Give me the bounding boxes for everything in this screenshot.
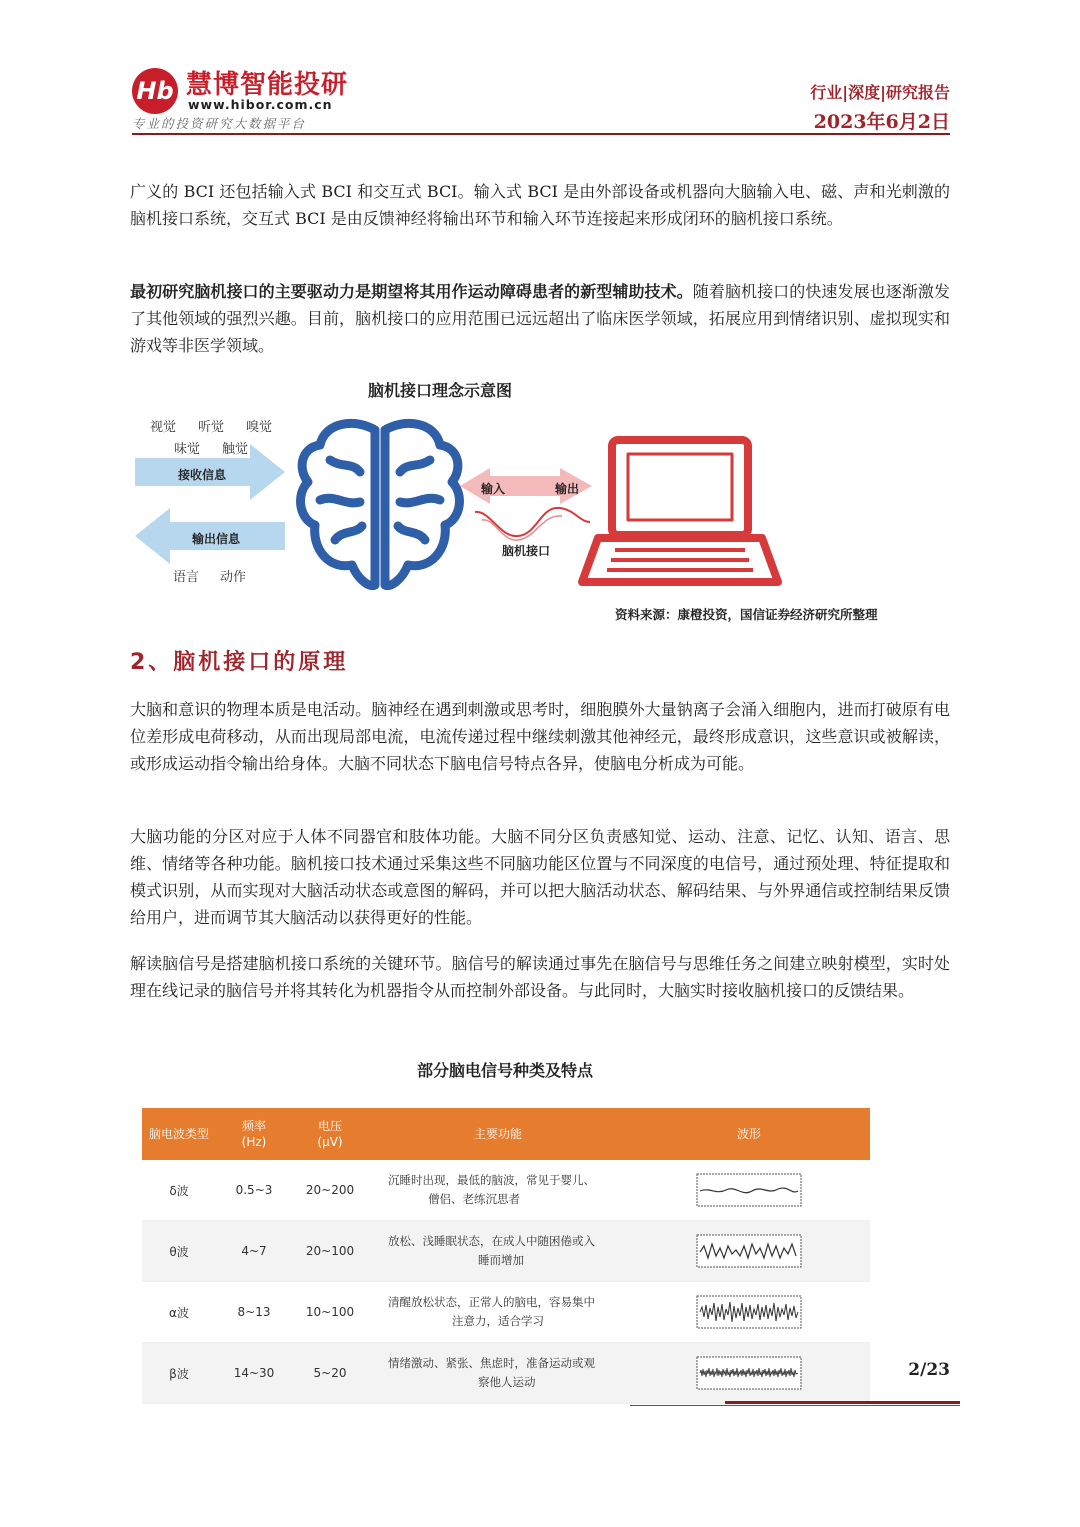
header-freq-text: 频率 (Hz) xyxy=(241,1119,267,1149)
footer-divider-accent xyxy=(725,1401,960,1404)
sense-label: 触觉 xyxy=(222,442,249,457)
bci-concept-diagram xyxy=(130,410,830,600)
cell-volt: 10~100 xyxy=(292,1282,368,1343)
cell-type: α波 xyxy=(142,1282,216,1343)
logo-badge-icon: Hb xyxy=(132,68,178,114)
cell-volt: 20~200 xyxy=(292,1160,368,1221)
function-line: 注意力，适合学习 xyxy=(452,1314,544,1328)
logo-name: 慧博智能投研 xyxy=(186,70,349,100)
brain-icon xyxy=(301,423,460,585)
cell-volt: 5~20 xyxy=(292,1343,368,1404)
theta-wave-icon xyxy=(696,1234,802,1268)
cell-type: δ波 xyxy=(142,1160,216,1221)
function-line: 情绪激动、紧张、焦虑时，准备运动或观 xyxy=(388,1356,595,1370)
sense-label: 味觉 xyxy=(174,442,201,457)
alpha-wave-icon xyxy=(696,1295,802,1329)
cell-function xyxy=(368,1282,628,1343)
laptop-keyboard xyxy=(607,548,753,572)
header-function: 主要功能 xyxy=(368,1108,628,1160)
paragraph-bci-types: 广义的 BCI 还包括输入式 BCI 和交互式 BCI。输入式 BCI 是由外部设备或机器向大脑输入电、磁、声和光刺激的脑机接口系统，交互式 BCI 是由反馈神经将输出环节和输入环节连接起来形成闭环的脑机接口系统。 xyxy=(130,182,950,228)
figure-source: 资料来源：康橙投资，国信证券经济研究所整理 xyxy=(615,607,878,622)
cell-function xyxy=(368,1343,628,1404)
section-title: 2、脑机接口的原理 xyxy=(130,650,349,675)
header-waveform: 波形 xyxy=(628,1108,870,1160)
eeg-signal-table xyxy=(142,1108,870,1404)
logo-url: www.hibor.com.cn xyxy=(188,97,333,112)
table-header-row xyxy=(142,1108,870,1160)
hibor-logo xyxy=(132,64,432,134)
cell-volt: 20~100 xyxy=(292,1221,368,1282)
input-label: 输入 xyxy=(481,482,506,496)
cell-waveform xyxy=(628,1282,870,1343)
function-line: 清醒放松状态，正常人的脑电，容易集中 xyxy=(388,1295,595,1309)
function-line: 僧侣、老练沉思者 xyxy=(428,1192,520,1206)
header-right xyxy=(810,80,950,134)
beta-wave-icon xyxy=(696,1356,802,1390)
sense-label: 视觉 xyxy=(150,420,177,435)
cell-function xyxy=(368,1160,628,1221)
paragraph-signal-decoding: 解读脑信号是搭建脑机接口系统的关键环节。脑信号的解读通过事先在脑信号与思维任务之间建立映射模型，实时处理在线记录的脑信号并将其转化为机器指令从而控制外部设备。与此同时，大脑实时接收脑机接口的反馈结果。 xyxy=(130,954,950,1000)
report-type: 行业|深度|研究报告 xyxy=(810,83,950,102)
output-info-label: 输出信息 xyxy=(192,532,241,546)
header-divider xyxy=(132,133,950,135)
page-number: 2/23 xyxy=(908,1360,950,1380)
cell-function xyxy=(368,1221,628,1282)
delta-wave-icon xyxy=(696,1173,802,1207)
paragraph-brain-electric: 大脑和意识的物理本质是电活动。脑神经在遇到刺激或思考时，细胞膜外大量钠离子会涌入细胞内，进而打破原有电位差形成电荷移动，从而出现局部电流，电流传递过程中继续刺激其他神经元，最终形成意识，这些意识或被解读，或形成运动指令输出给身体。大脑不同状态下脑电信号特点各异，使脑电分析成为可能。 xyxy=(130,700,950,773)
logo-slogan: 专业的投资研究大数据平台 xyxy=(132,116,307,131)
function-line: 沉睡时出现，最低的脑波，常见于婴儿、 xyxy=(388,1173,595,1187)
output-label: 语言 xyxy=(173,570,200,585)
table-row xyxy=(142,1343,870,1404)
function-line: 察他人运动 xyxy=(478,1375,536,1389)
cell-waveform xyxy=(628,1343,870,1404)
cell-freq: 14~30 xyxy=(216,1343,292,1404)
footer-divider xyxy=(630,1405,960,1406)
header-freq xyxy=(216,1108,292,1160)
out-label: 输出 xyxy=(555,482,580,496)
cell-type: β波 xyxy=(142,1343,216,1404)
paragraph-brain-function: 大脑功能的分区对应于人体不同器官和肢体功能。大脑不同分区负责感知觉、运动、注意、记忆、认知、语言、思维、情绪等各种功能。脑机接口技术通过采集这些不同脑功能区位置与不同深度的电信号，通过预处理、特征提取和模式识别，从而实现对大脑活动状态或意图的解码，并可以把大脑活动状态、解码结果、与外界通信或控制结果反馈给用户，进而调节其大脑活动以获得更好的性能。 xyxy=(130,827,950,927)
cell-waveform xyxy=(628,1221,870,1282)
cell-freq: 0.5~3 xyxy=(216,1160,292,1221)
cell-freq: 4~7 xyxy=(216,1221,292,1282)
bci-label: 脑机接口 xyxy=(502,544,551,558)
receive-info-label: 接收信息 xyxy=(178,468,227,482)
cell-freq: 8~13 xyxy=(216,1282,292,1343)
table-row xyxy=(142,1160,870,1221)
report-date: 2023年6月2日 xyxy=(813,111,950,133)
function-line: 放松、浅睡眠状态，在成人中随困倦或入 xyxy=(388,1234,595,1248)
header-volt-text: 电压 (μV) xyxy=(317,1119,343,1149)
table-row xyxy=(142,1282,870,1343)
sense-label: 嗅觉 xyxy=(246,420,273,435)
table-title: 部分脑电信号种类及特点 xyxy=(416,1061,593,1080)
output-label: 动作 xyxy=(220,570,247,585)
cell-waveform xyxy=(628,1160,870,1221)
figure-title: 脑机接口理念示意图 xyxy=(367,381,512,400)
header-type: 脑电波类型 xyxy=(142,1108,216,1160)
table-row xyxy=(142,1221,870,1282)
sense-label: 听觉 xyxy=(198,420,225,435)
paragraph-bold-lead: 最初研究脑机接口的主要驱动力是期望将其用作运动障碍患者的新型辅助技术。 xyxy=(130,282,693,301)
paragraph-bci-motivation xyxy=(130,278,950,359)
paragraph-rest: 随着脑机接口的快速发展也逐渐激发了其他领域的强烈兴趣。目前，脑机接口的应用范围已远远超出了临床医学领域，拓展应用到情绪识别、虚拟现实和游戏等非医学领域。 xyxy=(130,282,950,355)
function-line: 睡而增加 xyxy=(478,1253,524,1267)
header-volt xyxy=(292,1108,368,1160)
cell-type: θ波 xyxy=(142,1221,216,1282)
